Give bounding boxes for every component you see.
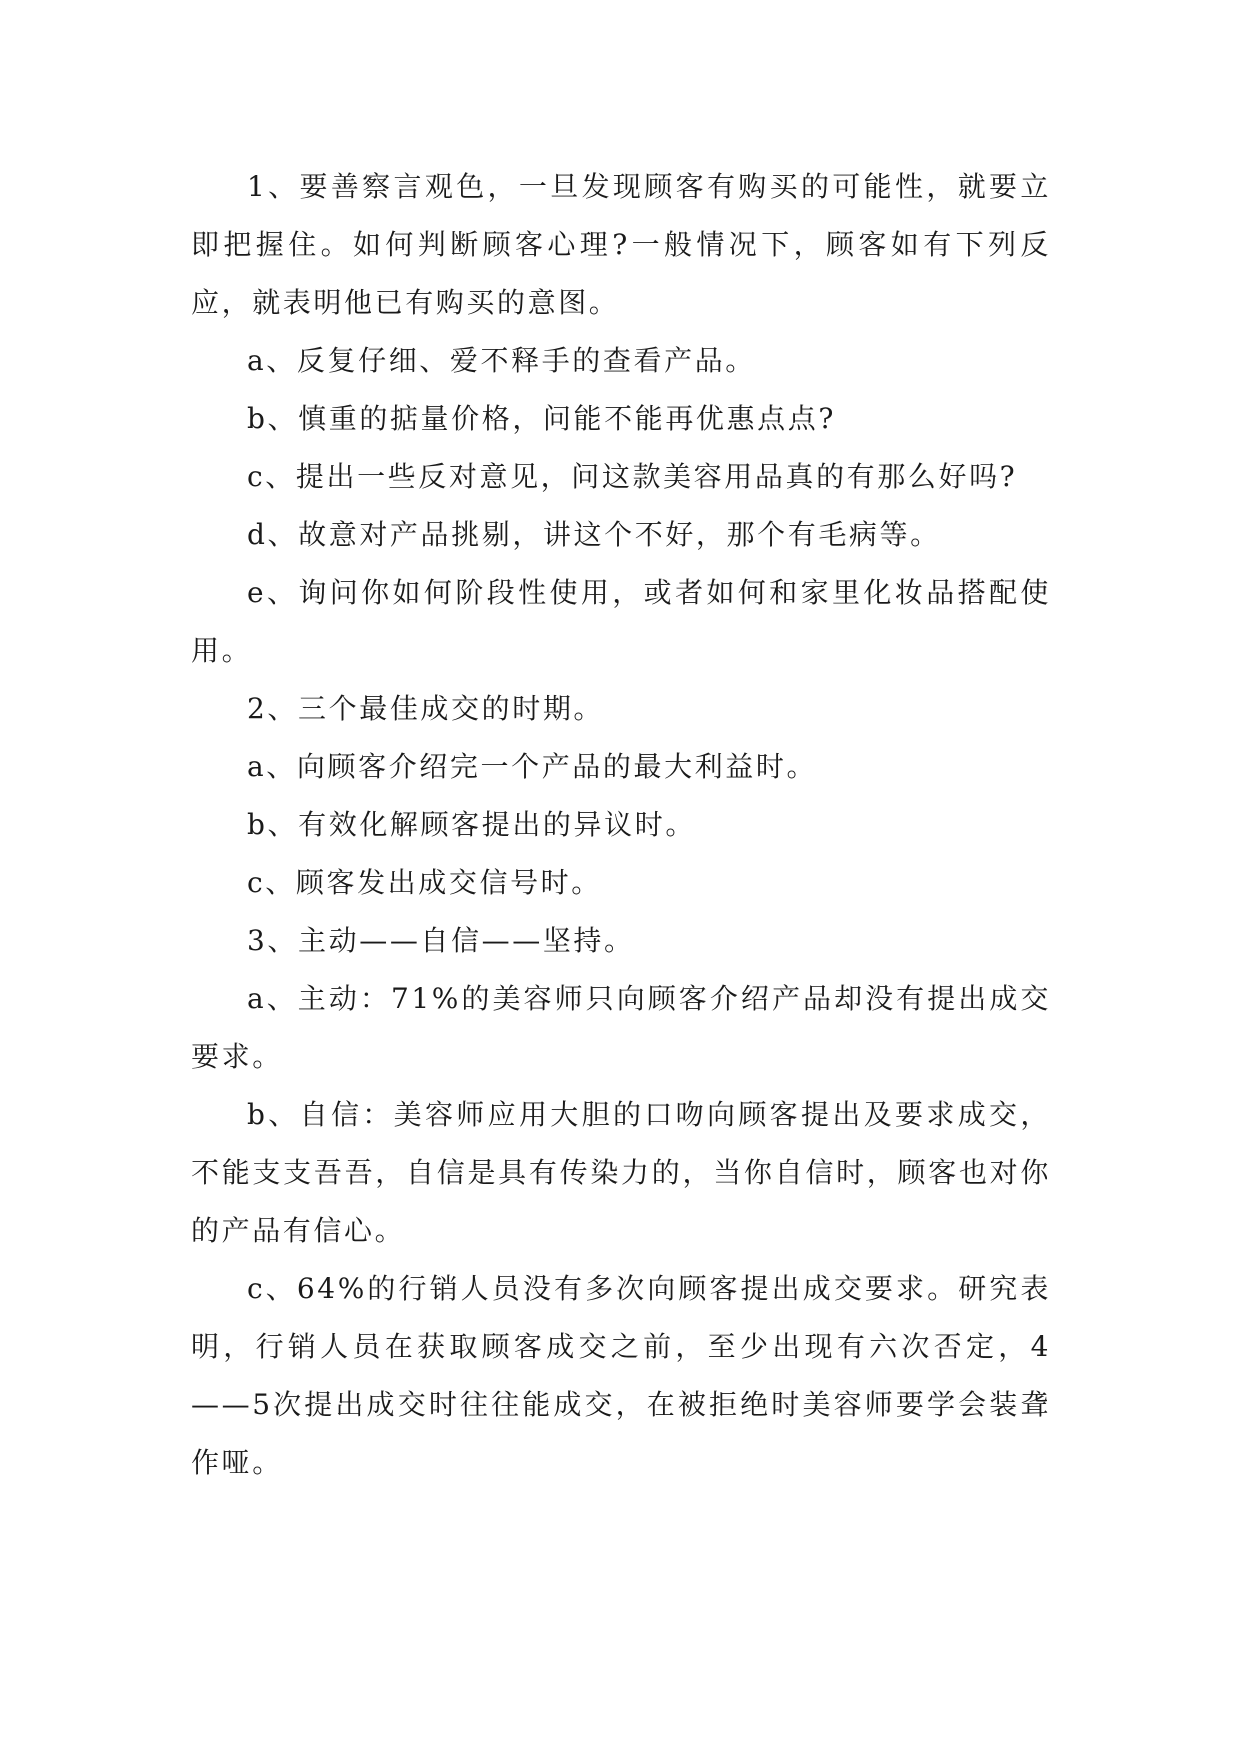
paragraph-3: 3、主动——自信——坚持。 bbox=[247, 924, 635, 957]
paragraph-3a: a、主动：71%的美容师只向顾客介绍产品却没有提出成交要求。 bbox=[191, 982, 1051, 1073]
document-body bbox=[191, 158, 1051, 1492]
paragraph-3b: b、自信：美容师应用大胆的口吻向顾客提出及要求成交，不能支支吾吾，自信是具有传染力的，当你自信时，顾客也对你的产品有信心。 bbox=[191, 1098, 1051, 1247]
paragraph-2: 2、三个最佳成交的时期。 bbox=[247, 692, 605, 725]
paragraph-3c: c、64%的行销人员没有多次向顾客提出成交要求。研究表明，行销人员在获取顾客成交之前，至少出现有六次否定，4——5次提出成交时往往能成交，在被拒绝时美容师要学会装聋作哑。 bbox=[191, 1272, 1051, 1479]
paragraph-1d: d、故意对产品挑剔，讲这个不好，那个有毛病等。 bbox=[247, 518, 941, 551]
paragraph-1b: b、慎重的掂量价格，问能不能再优惠点点? bbox=[247, 402, 836, 435]
paragraph-2a: a、向顾客介绍完一个产品的最大利益时。 bbox=[247, 750, 818, 783]
paragraph-2b: b、有效化解顾客提出的异议时。 bbox=[247, 808, 696, 841]
paragraph-1a: a、反复仔细、爱不释手的查看产品。 bbox=[247, 344, 756, 377]
paragraph-1c: c、提出一些反对意见，问这款美容用品真的有那么好吗? bbox=[247, 460, 1018, 493]
paragraph-2c: c、顾客发出成交信号时。 bbox=[247, 866, 602, 899]
paragraph-1e: e、询问你如何阶段性使用，或者如何和家里化妆品搭配使用。 bbox=[191, 576, 1051, 667]
paragraph-1: 1、要善察言观色，一旦发现顾客有购买的可能性，就要立即把握住。如何判断顾客心理?一般情况下，顾客如有下列反应，就表明他已有购买的意图。 bbox=[191, 170, 1051, 319]
